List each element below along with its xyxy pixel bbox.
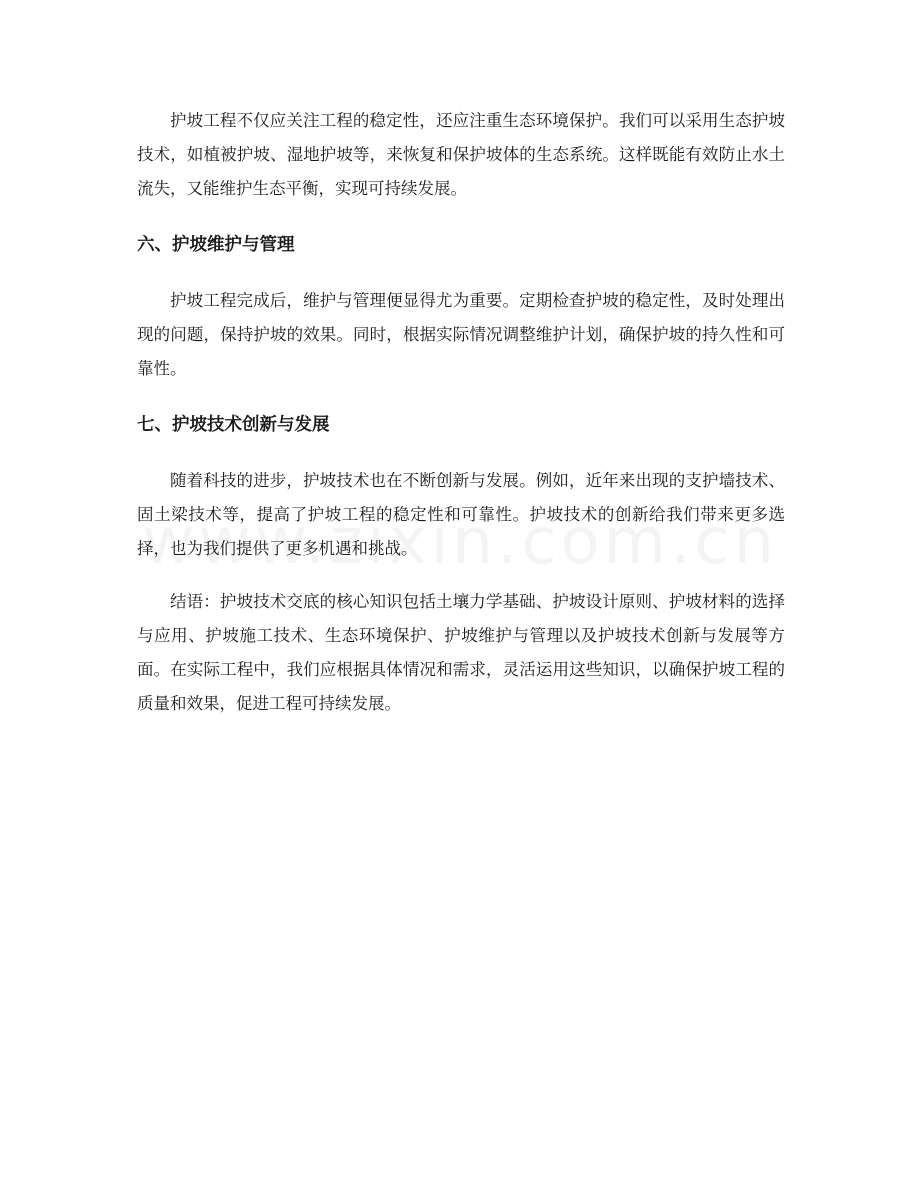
section-heading-maintenance: 六、护坡维护与管理 — [137, 235, 295, 255]
document-body — [137, 104, 785, 721]
paragraph-ecology: 护坡工程不仅应关注工程的稳定性，还应注重生态环境保护。我们可以采用生态护坡技术，如植被护坡、湿地护坡等，来恢复和保护坡体的生态系统。这样既能有效防止水土流失，又能维护生态平衡，实现可持续发展。 — [137, 111, 785, 198]
section-heading-innovation: 七、护坡技术创新与发展 — [137, 415, 330, 435]
paragraph-conclusion: 结语：护坡技术交底的核心知识包括土壤力学基础、护坡设计原则、护坡材料的选择与应用、护坡施工技术、生态环境保护、护坡维护与管理以及护坡技术创新与发展等方面。在实际工程中，我们应根据具体情况和需求，灵活运用这些知识，以确保护坡工程的质量和效果，促进工程可持续发展。 — [137, 592, 785, 713]
paragraph-maintenance: 护坡工程完成后，维护与管理便显得尤为重要。定期检查护坡的稳定性，及时处理出现的问题，保持护坡的效果。同时，根据实际情况调整维护计划，确保护坡的持久性和可靠性。 — [137, 291, 785, 378]
paragraph-innovation: 随着科技的进步，护坡技术也在不断创新与发展。例如，近年来出现的支护墙技术、固土梁技术等，提高了护坡工程的稳定性和可靠性。护坡技术的创新给我们带来更多选择，也为我们提供了更多机遇和挑战。 — [137, 471, 785, 558]
